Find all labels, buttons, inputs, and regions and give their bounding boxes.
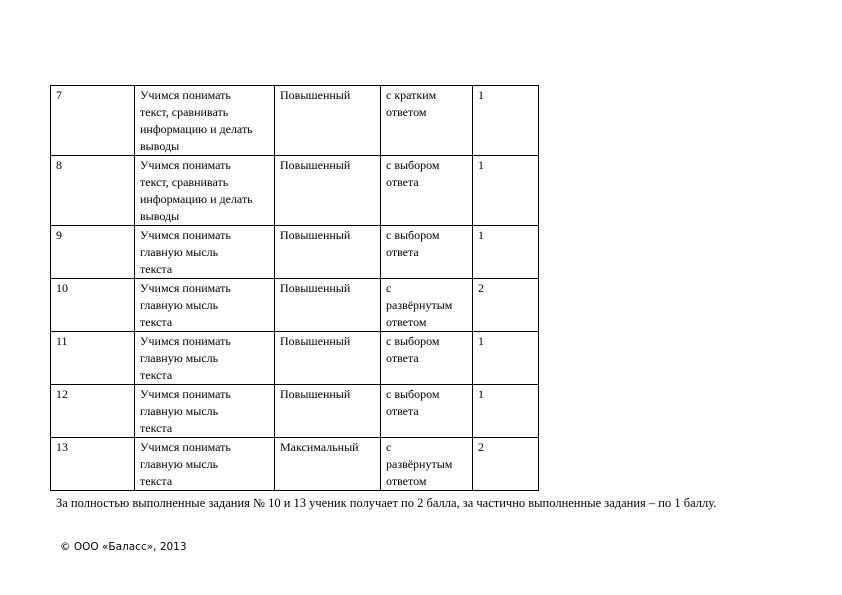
table-row <box>51 332 539 385</box>
scoring-note: За полностью выполненные задания № 10 и 13 ученик получает по 2 балла, за частично выполненные задания – по 1 баллу. <box>56 496 717 510</box>
copyright-footer: © ООО «Баласс», 2013 <box>60 541 187 553</box>
score-cell: 2 <box>473 279 539 332</box>
task-number-cell: 12 <box>51 385 135 438</box>
skill-cell: Учимся понимать главную мысль текста <box>135 279 275 332</box>
task-number-cell: 7 <box>51 86 135 156</box>
skill-cell: Учимся понимать главную мысль текста <box>135 332 275 385</box>
table-row <box>51 156 539 226</box>
level-cell: Максимальный <box>275 438 381 491</box>
level-cell: Повышенный <box>275 226 381 279</box>
score-cell: 1 <box>473 226 539 279</box>
task-number-cell: 10 <box>51 279 135 332</box>
skill-cell: Учимся понимать текст, сравнивать информацию и делать выводы <box>135 86 275 156</box>
table-row <box>51 86 539 156</box>
answer-type-cell: с выбором ответа <box>381 226 473 279</box>
skill-cell: Учимся понимать главную мысль текста <box>135 385 275 438</box>
answer-type-cell: с выбором ответа <box>381 332 473 385</box>
tasks-table <box>50 85 539 491</box>
table-row <box>51 279 539 332</box>
level-cell: Повышенный <box>275 332 381 385</box>
score-cell: 1 <box>473 332 539 385</box>
score-cell: 1 <box>473 156 539 226</box>
score-cell: 2 <box>473 438 539 491</box>
score-cell: 1 <box>473 385 539 438</box>
skill-cell: Учимся понимать главную мысль текста <box>135 226 275 279</box>
answer-type-cell: с развёрнутым ответом <box>381 438 473 491</box>
task-number-cell: 13 <box>51 438 135 491</box>
table-row <box>51 438 539 491</box>
level-cell: Повышенный <box>275 156 381 226</box>
skill-cell: Учимся понимать главную мысль текста <box>135 438 275 491</box>
skill-cell: Учимся понимать текст, сравнивать информацию и делать выводы <box>135 156 275 226</box>
answer-type-cell: с выбором ответа <box>381 156 473 226</box>
level-cell: Повышенный <box>275 279 381 332</box>
task-number-cell: 11 <box>51 332 135 385</box>
score-cell: 1 <box>473 86 539 156</box>
level-cell: Повышенный <box>275 385 381 438</box>
table-row <box>51 226 539 279</box>
table-row <box>51 385 539 438</box>
answer-type-cell: с развёрнутым ответом <box>381 279 473 332</box>
answer-type-cell: с кратким ответом <box>381 86 473 156</box>
answer-type-cell: с выбором ответа <box>381 385 473 438</box>
task-number-cell: 8 <box>51 156 135 226</box>
level-cell: Повышенный <box>275 86 381 156</box>
task-number-cell: 9 <box>51 226 135 279</box>
